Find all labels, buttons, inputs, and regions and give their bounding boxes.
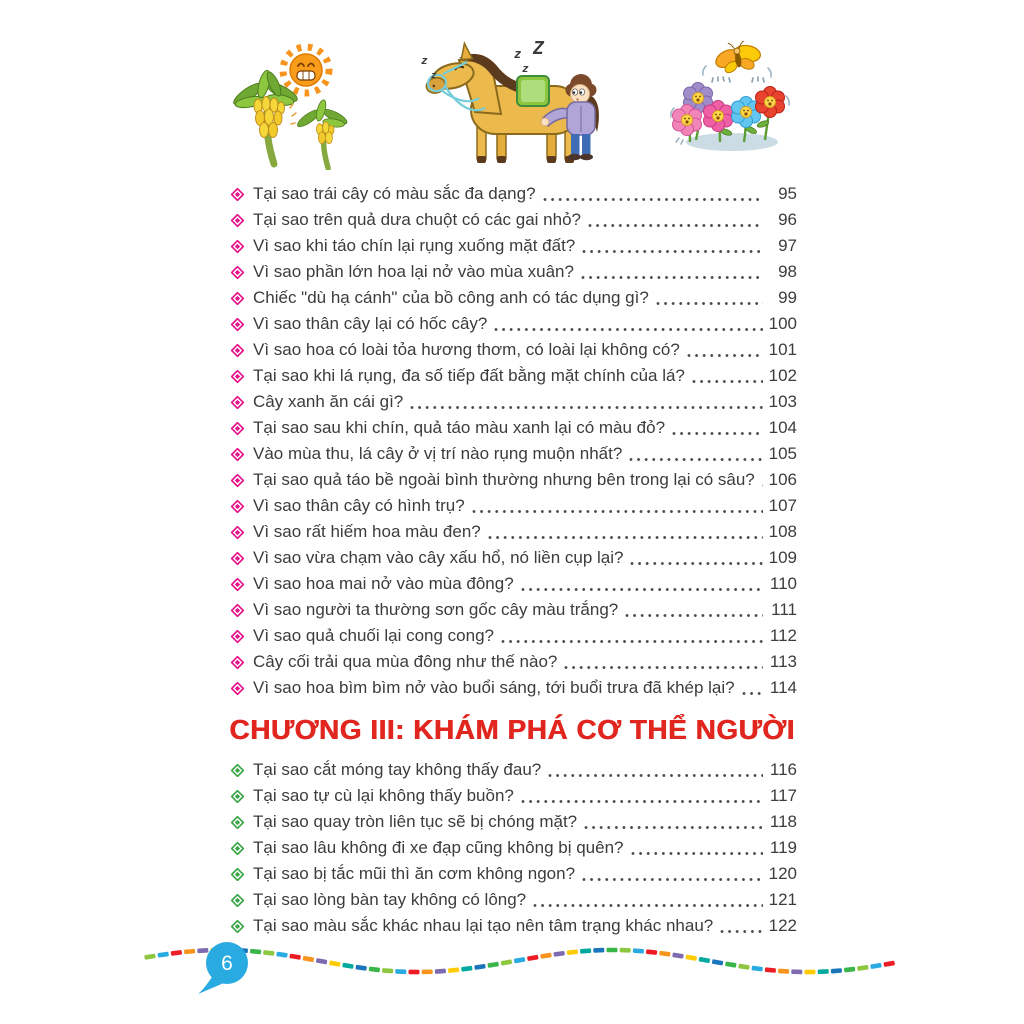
diamond-bullet-icon	[231, 604, 244, 617]
dot-leader	[629, 456, 762, 463]
dot-leader	[521, 586, 763, 593]
toc-row	[231, 623, 797, 649]
dot-leader	[581, 274, 763, 281]
toc-item-page: 118	[769, 812, 797, 831]
toc-row	[231, 835, 797, 861]
diamond-bullet-icon	[231, 240, 244, 253]
diamond-bullet-icon	[231, 578, 244, 591]
dot-leader	[742, 690, 763, 697]
toc-item-title: Vì sao rất hiếm hoa màu đen?	[253, 522, 481, 541]
diamond-bullet-icon	[231, 292, 244, 305]
dot-leader	[533, 902, 762, 909]
dot-leader	[543, 196, 763, 203]
toc-item-page: 96	[778, 210, 797, 229]
toc-row	[231, 233, 797, 259]
toc-item-title: Tại sao quả táo bề ngoài bình thường nhưng bên trong lại có sâu?	[253, 470, 755, 489]
toc-item-page: 95	[778, 184, 797, 203]
toc-item-page: 116	[769, 760, 797, 779]
dot-leader	[494, 326, 762, 333]
svg-text:z: z	[431, 71, 437, 81]
toc-list-chapter3	[231, 757, 797, 939]
toc-item-title: Vì sao hoa bìm bìm nở vào buổi sáng, tới buổi trưa đã khép lại?	[253, 678, 735, 697]
toc-list-chapter2	[231, 181, 797, 701]
toc-row	[231, 649, 797, 675]
toc-item-title: Cây xanh ăn cái gì?	[253, 392, 404, 411]
toc-item-title: Tại sao khi lá rụng, đa số tiếp đất bằng mặt chính của lá?	[253, 366, 685, 385]
sun-icon	[283, 47, 329, 93]
toc-item-page: 109	[768, 548, 797, 567]
toc-row	[231, 441, 797, 467]
toc-item-page: 103	[768, 392, 797, 411]
toc-item-page: 108	[768, 522, 797, 541]
toc-item-page: 117	[769, 786, 797, 805]
toc-row	[231, 467, 797, 493]
chapter3-heading: CHƯƠNG III: KHÁM PHÁ CƠ THỂ NGƯỜI	[229, 714, 795, 745]
toc-item-page: 98	[778, 262, 797, 281]
toc-row	[231, 675, 797, 701]
toc-item-title: Tại sao quay tròn liên tục sẽ bị chóng mặt?	[253, 812, 578, 831]
toc-row	[231, 887, 797, 913]
page-number: 6	[221, 952, 233, 975]
dot-leader	[631, 850, 764, 857]
toc-row	[231, 757, 797, 783]
toc-item-page: 114	[769, 678, 797, 697]
diamond-bullet-icon	[231, 448, 244, 461]
diamond-bullet-icon	[231, 396, 244, 409]
dot-leader	[582, 876, 763, 883]
dot-leader	[672, 430, 763, 437]
toc-item-page: 105	[768, 444, 797, 463]
toc-item-title: Vì sao người ta thường sơn gốc cây màu trắng?	[253, 600, 619, 619]
diamond-bullet-icon	[231, 266, 244, 279]
dot-leader	[582, 248, 763, 255]
toc-item-page: 111	[771, 600, 797, 619]
svg-text:z: z	[514, 47, 522, 61]
toc-row	[231, 597, 797, 623]
toc-row	[231, 783, 797, 809]
toc-row	[231, 363, 797, 389]
toc-item-title: Tại sao bị tắc mũi thì ăn cơm không ngon?	[253, 864, 576, 883]
banana-bunch-icon	[316, 122, 334, 144]
flower-pink	[673, 105, 702, 136]
dot-leader	[564, 664, 763, 671]
toc-item-page: 110	[769, 574, 797, 593]
dot-leader	[630, 560, 762, 567]
toc-item-title: Tại sao trên quả dưa chuột có các gai nhỏ?	[253, 210, 581, 229]
footer-decoration	[0, 925, 1024, 1005]
horse-and-boy-illustration	[415, 34, 620, 168]
toc-row	[231, 545, 797, 571]
diamond-bullet-icon	[231, 500, 244, 513]
toc-item-title: Tại sao cắt móng tay không thấy đau?	[253, 760, 542, 779]
toc-item-page: 97	[778, 236, 797, 255]
toc-item-title: Tại sao lâu không đi xe đạp cũng không bị quên?	[253, 838, 624, 857]
butterfly-flowers-illustration	[660, 38, 805, 160]
diamond-bullet-icon	[231, 474, 244, 487]
toc-item-page: 106	[768, 470, 797, 489]
toc-item-title: Chiếc "dù hạ cánh" của bồ công anh có tác dụng gì?	[253, 288, 649, 307]
flower-magenta	[704, 101, 733, 132]
toc-item-title: Tại sao màu sắc khác nhau lại tạo nên tâm trạng khác nhau?	[253, 916, 714, 935]
diamond-bullet-icon	[231, 370, 244, 383]
toc-row	[231, 571, 797, 597]
toc-row	[231, 311, 797, 337]
banana-bunch-icon	[254, 97, 285, 138]
toc-row	[231, 415, 797, 441]
dot-leader	[584, 824, 763, 831]
dot-leader	[687, 352, 763, 359]
svg-text:z: z	[522, 62, 529, 75]
toc-item-title: Cây cối trải qua mùa đông như thế nào?	[253, 652, 558, 671]
toc-item-page: 102	[768, 366, 797, 385]
svg-text:Z: Z	[533, 38, 544, 59]
diamond-bullet-icon	[231, 552, 244, 565]
toc-row	[231, 389, 797, 415]
diamond-bullet-icon	[231, 214, 244, 227]
ground-shadow	[686, 133, 778, 151]
palm-tree-small	[295, 99, 349, 168]
diamond-bullet-icon	[231, 422, 244, 435]
toc-row	[231, 493, 797, 519]
toc-item-title: Tại sao lòng bàn tay không có lông?	[253, 890, 527, 909]
toc-item-page: 119	[769, 838, 797, 857]
toc-item-title: Vì sao hoa mai nở vào mùa đông?	[253, 574, 514, 593]
dot-leader	[410, 404, 762, 411]
flower-red	[756, 87, 785, 118]
toc-item-title: Tại sao trái cây có màu sắc đa dạng?	[253, 184, 536, 203]
diamond-bullet-icon	[231, 630, 244, 643]
diamond-bullet-icon	[231, 842, 244, 855]
toc-item-title: Vì sao phần lớn hoa lại nở vào mùa xuân?	[253, 262, 574, 281]
toc-item-page: 120	[768, 864, 797, 883]
toc-row	[231, 337, 797, 363]
diamond-bullet-icon	[231, 816, 244, 829]
toc-item-page: 121	[768, 890, 797, 909]
toc-item-title: Vì sao hoa có loài tỏa hương thơm, có loài lại không có?	[253, 340, 680, 359]
dot-leader	[588, 222, 763, 229]
toc-item-page: 112	[769, 626, 797, 645]
dot-leader	[488, 534, 763, 541]
toc-item-title: Vì sao quả chuối lại cong cong?	[253, 626, 495, 645]
toc-item-page: 99	[778, 288, 797, 307]
toc-row	[231, 519, 797, 545]
dot-leader	[472, 508, 763, 515]
diamond-bullet-icon	[231, 656, 244, 669]
diamond-bullet-icon	[231, 682, 244, 695]
toc-item-title: Tại sao sau khi chín, quả táo màu xanh lại có màu đỏ?	[253, 418, 666, 437]
dot-leader	[548, 772, 763, 779]
diamond-bullet-icon	[231, 188, 244, 201]
toc-item-title: Vì sao thân cây có hình trụ?	[253, 496, 465, 515]
diamond-bullet-icon	[231, 790, 244, 803]
diamond-bullet-icon	[231, 894, 244, 907]
toc-item-title: Tại sao tự cù lại không thấy buồn?	[253, 786, 514, 805]
butterfly-icon	[711, 39, 765, 77]
dot-leader	[501, 638, 763, 645]
toc-item-title: Vào mùa thu, lá cây ở vị trí nào rụng muộn nhất?	[253, 444, 623, 463]
diamond-bullet-icon	[231, 318, 244, 331]
dot-leader	[521, 798, 763, 805]
toc-item-title: Vì sao thân cây lại có hốc cây?	[253, 314, 488, 333]
dot-leader	[762, 482, 763, 489]
toc-item-page: 104	[768, 418, 797, 437]
dot-leader	[692, 378, 763, 385]
diamond-bullet-icon	[231, 526, 244, 539]
dot-leader	[625, 612, 763, 619]
toc-row	[231, 207, 797, 233]
toc-item-page: 107	[768, 496, 797, 515]
toc-item-page: 113	[769, 652, 797, 671]
banana-palms-sun-illustration	[222, 36, 367, 170]
toc-row	[231, 809, 797, 835]
toc-item-page: 101	[768, 340, 797, 359]
dot-leader	[656, 300, 763, 307]
svg-text:z: z	[421, 54, 428, 67]
toc-item-title: Vì sao vừa chạm vào cây xấu hổ, nó liền cụp lại?	[253, 548, 624, 567]
toc-item-title: Vì sao khi táo chín lại rụng xuống mặt đất?	[253, 236, 576, 255]
toc-row	[231, 285, 797, 311]
toc-row	[231, 861, 797, 887]
diamond-bullet-icon	[231, 764, 244, 777]
toc-item-page: 100	[768, 314, 797, 333]
toc-row	[231, 259, 797, 285]
toc-row	[231, 181, 797, 207]
diamond-bullet-icon	[231, 868, 244, 881]
wavy-dash-line	[144, 948, 895, 975]
diamond-bullet-icon	[231, 344, 244, 357]
toc-item-page: 122	[768, 916, 797, 935]
